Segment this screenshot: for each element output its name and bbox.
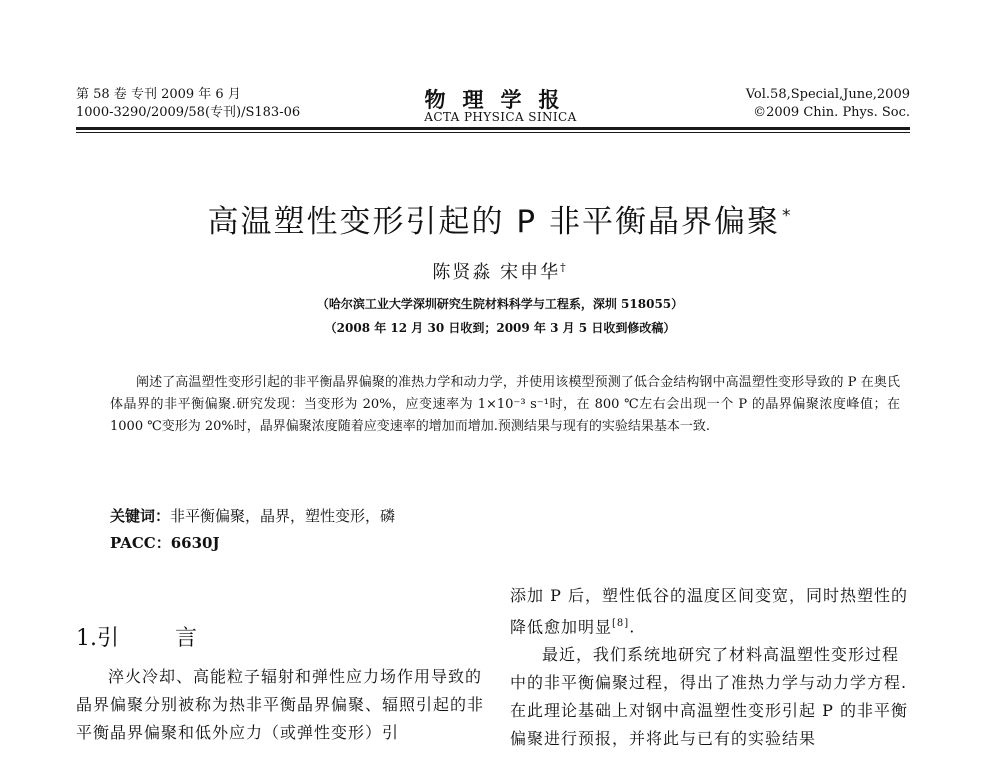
paper-title-text: 高温塑性变形引起的 P 非平衡晶界偏聚 <box>207 204 780 240</box>
paper-title <box>0 196 1000 241</box>
section-name: 言 <box>175 626 198 651</box>
header-rule-thin <box>76 132 910 133</box>
keywords <box>110 505 395 526</box>
journal-issn-info: 1000-3290/2009/58(专刊)/S183-06 <box>76 105 301 120</box>
title-footnote-mark: * <box>781 205 793 226</box>
affiliation: （哈尔滨工业大学深圳研究生院材料科学与工程系，深圳 518055） <box>316 297 684 311</box>
header-rule-thick <box>76 127 910 130</box>
journal-issue-info: 第 58 卷 专刊 2009 年 6 月 <box>76 87 241 102</box>
journal-copyright: ©2009 Chin. Phys. Soc. <box>753 105 910 120</box>
author-names: 陈贤淼 宋申华 <box>432 262 561 283</box>
right-paragraph-2: 最近，我们系统地研究了材料高温塑性变形过程中的非平衡偏聚过程，得出了准热力学与动力学方程.在此理论基础上对钢中高温塑性变形引起 P 的非平衡偏聚进行预报，并将此与已有的实验结果 <box>510 645 908 749</box>
citation-ref[interactable]: [8] <box>612 618 630 629</box>
journal-name-cn: 物理学报 <box>424 87 577 112</box>
right-paragraph-1-end: . <box>629 617 636 637</box>
received-dates: （2008 年 12 月 30 日收到；2009 年 3 月 5 日收到修改稿） <box>324 321 676 335</box>
authors <box>0 258 1000 284</box>
journal-volume-info: Vol.58,Special,June,2009 <box>745 87 910 102</box>
left-column <box>76 663 484 747</box>
right-column <box>510 582 912 753</box>
section-heading <box>76 621 197 652</box>
keywords-label: 关键词： <box>110 507 171 525</box>
author-footnote-mark: † <box>560 261 568 274</box>
keywords-text: 非平衡偏聚，晶界，塑性变形，磷 <box>170 507 396 525</box>
pacc-code: PACC：6630J <box>110 534 220 552</box>
right-paragraph-1 <box>510 582 912 641</box>
section-number: 1.引 <box>76 626 119 651</box>
right-paragraph-1-text: 添加 P 后，塑性低谷的温度区间变宽，同时热塑性的降低愈加明显 <box>510 586 908 637</box>
left-paragraph: 淬火冷却、高能粒子辐射和弹性应力场作用导致的晶界偏聚分别被称为热非平衡晶界偏聚、辐照引起的非平衡晶界偏聚和低外应力（或弹性变形）引 <box>76 667 485 742</box>
journal-name-en: ACTA PHYSICA SINICA <box>424 110 577 124</box>
abstract: 阐述了高温塑性变形引起的非平衡晶界偏聚的准热力学和动力学，并使用该模型预测了低合金结构钢中高温塑性变形导致的 P 在奥氏体晶界的非平衡偏聚.研究发现：当变形为 20%，应变速率为 1×10⁻³ s⁻¹时，在 800 ℃左右会出现一个 P 的晶界偏聚浓度峰值；在 1000 ℃变形为 20%时，晶界偏聚浓度随着应变速率的增加而增加.预测结果与现有的实验结果基本一致. <box>110 375 900 434</box>
